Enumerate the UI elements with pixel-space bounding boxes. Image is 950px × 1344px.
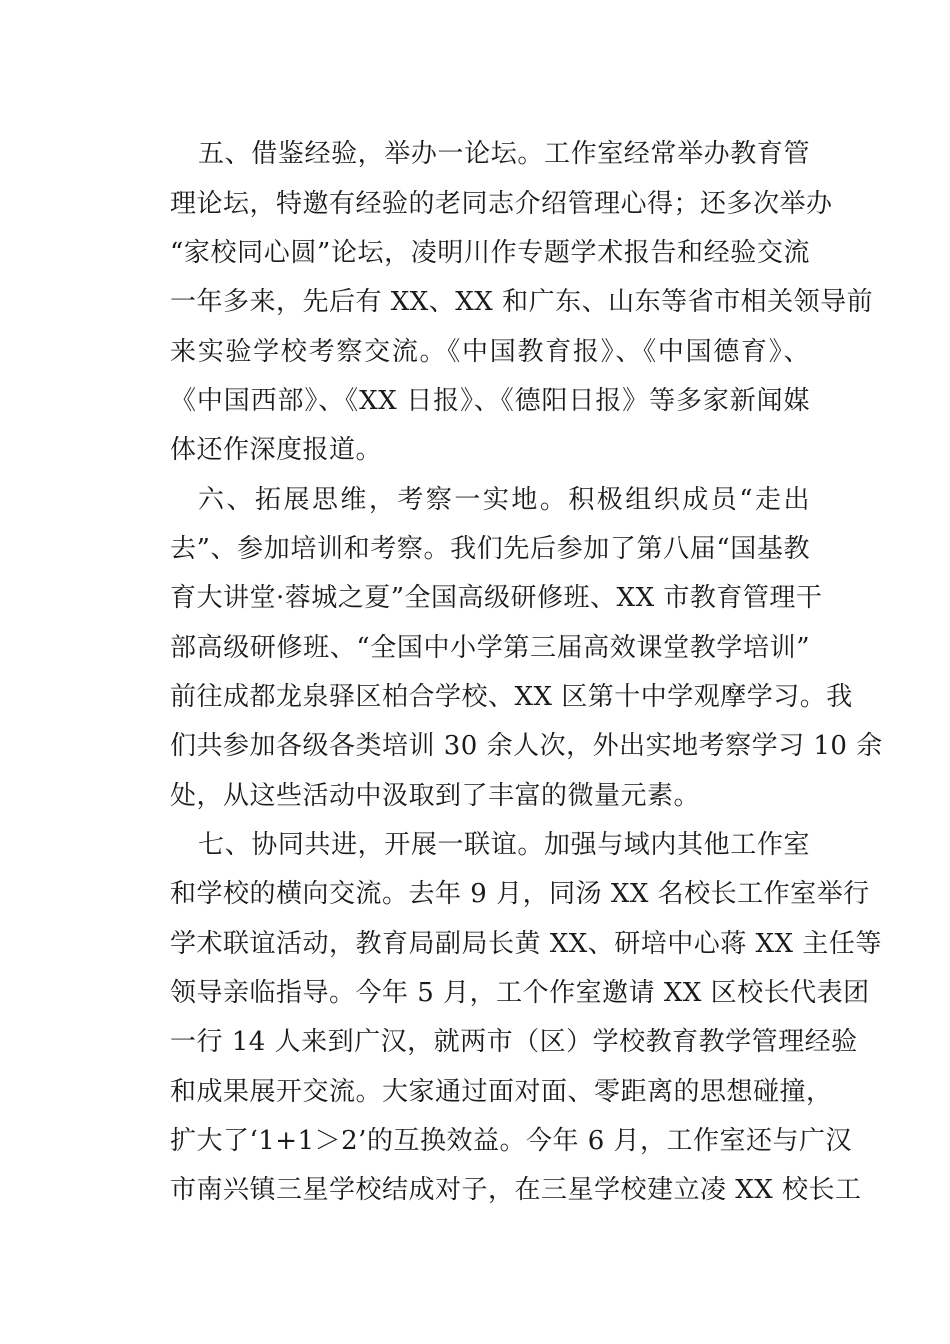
paragraph-3-line-5: 一行 14 人来到广汉，就两市（区）学校教育教学管理经验: [170, 1027, 858, 1057]
paragraph-2-line-2: 去”、参加培训和考察。我们先后参加了第八届“国基教: [170, 534, 810, 564]
paragraph-2-line-4: 部高级研修班、“全国中小学第三届高效课堂教学培训”: [170, 633, 810, 663]
paragraph-1-line-3: “家校同心圆”论坛，凌明川作专题学术报告和经验交流: [170, 238, 810, 268]
paragraph-3-line-1: 七、协同共进，开展一联谊。加强与域内其他工作室: [198, 830, 810, 860]
paragraph-3-line-2: 和学校的横向交流。去年 9 月，同汤 XX 名校长工作室举行: [170, 879, 870, 909]
paragraph-1-line-4: 一年多来，先后有 XX、XX 和广东、山东等省市相关领导前: [170, 287, 874, 317]
paragraph-2-line-3: 育大讲堂·蓉城之夏”全国高级研修班、XX 市教育管理干: [170, 583, 823, 613]
paragraph-3-line-3: 学术联谊活动，教育局副局长黄 XX、研培中心蒋 XX 主任等: [170, 929, 882, 959]
paragraph-3-line-4: 领导亲临指导。今年 5 月，工个作室邀请 XX 区校长代表团: [170, 978, 870, 1008]
paragraph-2-line-7: 处，从这些活动中汲取到了丰富的微量元素。: [170, 781, 701, 811]
paragraph-2-line-1: 六、拓展思维，考察一实地。积极组织成员“走出: [198, 485, 810, 515]
paragraph-2-line-5: 前往成都龙泉驿区柏合学校、XX 区第十中学观摩学习。我: [170, 682, 853, 712]
paragraph-3-line-7: 扩大了‘1+1＞2’的互换效益。今年 6 月，工作室还与广汉: [170, 1126, 853, 1156]
paragraph-3-line-6: 和成果展开交流。大家通过面对面、零距离的思想碰撞，: [170, 1077, 833, 1107]
paragraph-1-line-6: 《中国西部》、《XX 日报》、《德阳日报》等多家新闻媒: [170, 386, 810, 416]
paragraph-1-line-5: 来实验学校考察交流。《中国教育报》、《中国德育》、: [170, 337, 810, 367]
paragraph-1-line-1: 五、借鉴经验，举办一论坛。工作室经常举办教育管: [198, 139, 810, 169]
paragraph-2-line-6: 们共参加各级各类培训 30 余人次，外出实地考察学习 10 余: [170, 731, 883, 761]
paragraph-3-line-8: 市南兴镇三星学校结成对子，在三星学校建立凌 XX 校长工: [170, 1175, 862, 1205]
paragraph-1-line-2: 理论坛，特邀有经验的老同志介绍管理心得；还多次举办: [170, 189, 833, 219]
paragraph-1-line-7: 体还作深度报道。: [170, 435, 383, 465]
